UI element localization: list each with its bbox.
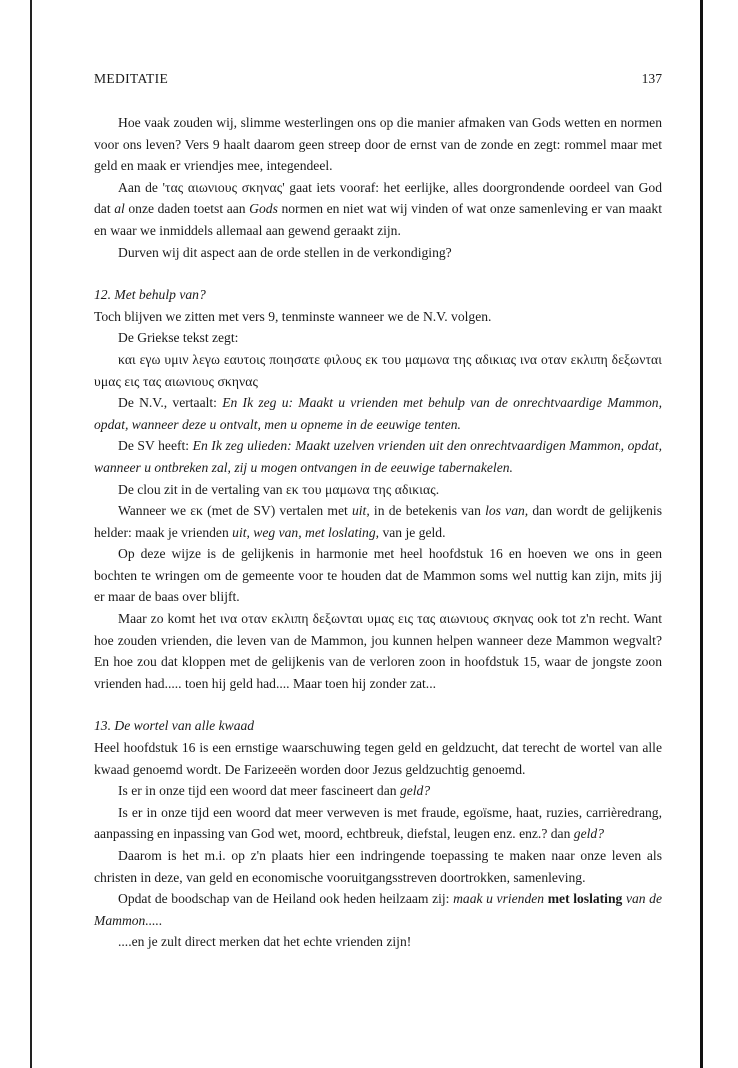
emphasis: uit, xyxy=(351,503,370,519)
emphasis: geld? xyxy=(399,783,431,799)
text-run: Opdat de boodschap van de Heiland ook heden heilzaam zij: xyxy=(118,891,454,907)
section-heading: 13. De wortel van alle kwaad xyxy=(94,718,255,734)
emphasis: los van, xyxy=(485,503,529,519)
page-left-edge xyxy=(30,0,32,1068)
page-right-edge xyxy=(700,0,703,1068)
text-run: ook tot z'n recht. Want hoe zouden vrienden, die leven van de Mammon, jou kunnen helpen wanneer deze Mammon wegvalt? En hoe zou dat kloppen met de gelijkenis van de verloren zoon in hoofdstuk 15, waar de jongste zoon vrienden had..... toen hij geld had.... Maar toen hij zonder zat... xyxy=(94,611,662,691)
text-run: onze daden toetst aan xyxy=(124,201,250,217)
paragraph: Hoe vaak zouden wij, slimme westerlingen ons op die manier afmaken van Gods wetten en normen voor ons leven? Vers 9 haalt daarom geen streep door de ernst van de zonde en zegt: rommel maar met geld en maak er vriendjes mee, integendeel. xyxy=(94,115,662,174)
greek-text: εκ xyxy=(190,503,203,519)
emphasis: van de Mammon..... xyxy=(94,891,663,928)
section-heading: 12. Met behulp van? xyxy=(94,287,206,303)
greek-text: 'τας αιωνιους σκηνας' xyxy=(162,179,285,195)
paragraph xyxy=(94,780,662,802)
text-run: Maar zo komt het xyxy=(118,611,220,627)
paragraph: Op deze wijze is de gelijkenis in harmonie met heel hoofdstuk 16 en hoeven we ons in geen bochten te wringen om de gemeente voor te houden dat de Mammon soms wel nuttig kan zijn, mits jij er maar de baas over blijft. xyxy=(94,546,662,605)
text-run: Is er in onze tijd een woord dat meer verweven is met fraude, egoïsme, haat, ruzies, carrièredrang, aanpassing en inpassing van God wet, moord, echtbreuk, diefstal, leugen enz. enz.? dan xyxy=(94,804,662,842)
greek-text: εκ του μαμωνα της αδικιας xyxy=(285,481,436,497)
paragraph: Durven wij dit aspect aan de orde stellen in de verkondiging? xyxy=(118,244,452,260)
paragraph xyxy=(94,802,662,845)
paragraph: Daarom is het m.i. op z'n plaats hier een indringende toepassing te maken naar onze leven als christen in deze, van geld en economische vooruitgangsstreven doortrokken, samenleving. xyxy=(94,848,662,885)
emphasis: uit, weg van, met loslating, xyxy=(232,524,380,540)
greek-text: ινα οταν εκλιπη δεξωνται υμας εις τας αιωνιους σκηνας xyxy=(220,611,534,627)
paragraph: Heel hoofdstuk 16 is een ernstige waarschuwing tegen geld en geldzucht, dat terecht de wortel van alle kwaad genoemd wordt. De Farizeeën worden door Jezus geldzuchtig genoemd. xyxy=(94,740,662,777)
paragraph xyxy=(94,392,662,435)
text-run: De N.V., vertaalt: xyxy=(118,395,223,411)
text-run: gaat iets vooraf: het eerlijke, alles doorgrondende oordeel van God dat xyxy=(94,179,662,217)
text-run: De SV heeft: xyxy=(118,438,193,454)
paragraph xyxy=(94,888,662,931)
section-gap xyxy=(94,694,662,715)
text-run: . xyxy=(435,481,440,497)
paragraph: Toch blijven we zitten met vers 9, tenminste wanneer we de N.V. volgen. xyxy=(94,308,492,324)
paragraph: De Griekse tekst zegt: xyxy=(118,330,239,346)
emphasis: Gods xyxy=(249,201,278,217)
quote-nv: En Ik zeg u: Maakt u vrienden met behulp van de onrechtvaardige Mammon, opdat, wanneer deze u ontvalt, men u opneme in de eeuwige tenten. xyxy=(94,395,663,432)
text-run: (met de SV) vertalen met xyxy=(202,503,352,519)
greek-verse: και εγω υμιν λεγω εαυτοις ποιησατε φιλους εκ του μαμωνα της αδικιας ινα οταν εκλιπη δεξωνται υμας εις τας αιωνιους σκηνας xyxy=(94,351,662,389)
paragraph xyxy=(94,177,662,242)
emphasis: geld? xyxy=(573,826,604,842)
text-run: Aan de xyxy=(118,179,163,195)
emphasis: al xyxy=(114,201,125,217)
text-run: in de betekenis van xyxy=(369,503,486,519)
quote-sv: En Ik zeg ulieden: Maakt uzelven vrienden uit den onrechtvaardigen Mammon, opdat, wanneer u ontbreken zal, zij u mogen ontvangen in de eeuwige tabernakelen. xyxy=(94,438,662,475)
running-title: MEDITATIE xyxy=(94,71,169,86)
section-gap xyxy=(94,263,662,284)
page-body xyxy=(94,112,662,953)
text-run: normen en niet wat wij vinden of wat onze samenleving er van maakt en waar we inmiddels allemaal aan gewend geraakt zijn. xyxy=(94,201,662,238)
strong-text: met loslating xyxy=(544,891,623,907)
paragraph xyxy=(94,435,662,478)
paragraph xyxy=(94,500,662,543)
page-number: 137 xyxy=(641,71,662,86)
paragraph: ....en je zult direct merken dat het echte vrienden zijn! xyxy=(118,934,412,950)
text-run: Is er in onze tijd een woord dat meer fascineert dan xyxy=(118,783,400,799)
paragraph xyxy=(94,608,662,694)
text-run: Wanneer we xyxy=(118,503,191,519)
text-run: De clou zit in de vertaling van xyxy=(118,481,286,497)
emphasis: maak u vrienden xyxy=(453,891,545,907)
text-run: van je geld. xyxy=(379,524,446,540)
text-run: dan wordt de gelijkenis helder: maak je vrienden xyxy=(94,503,663,540)
paragraph xyxy=(94,479,662,501)
